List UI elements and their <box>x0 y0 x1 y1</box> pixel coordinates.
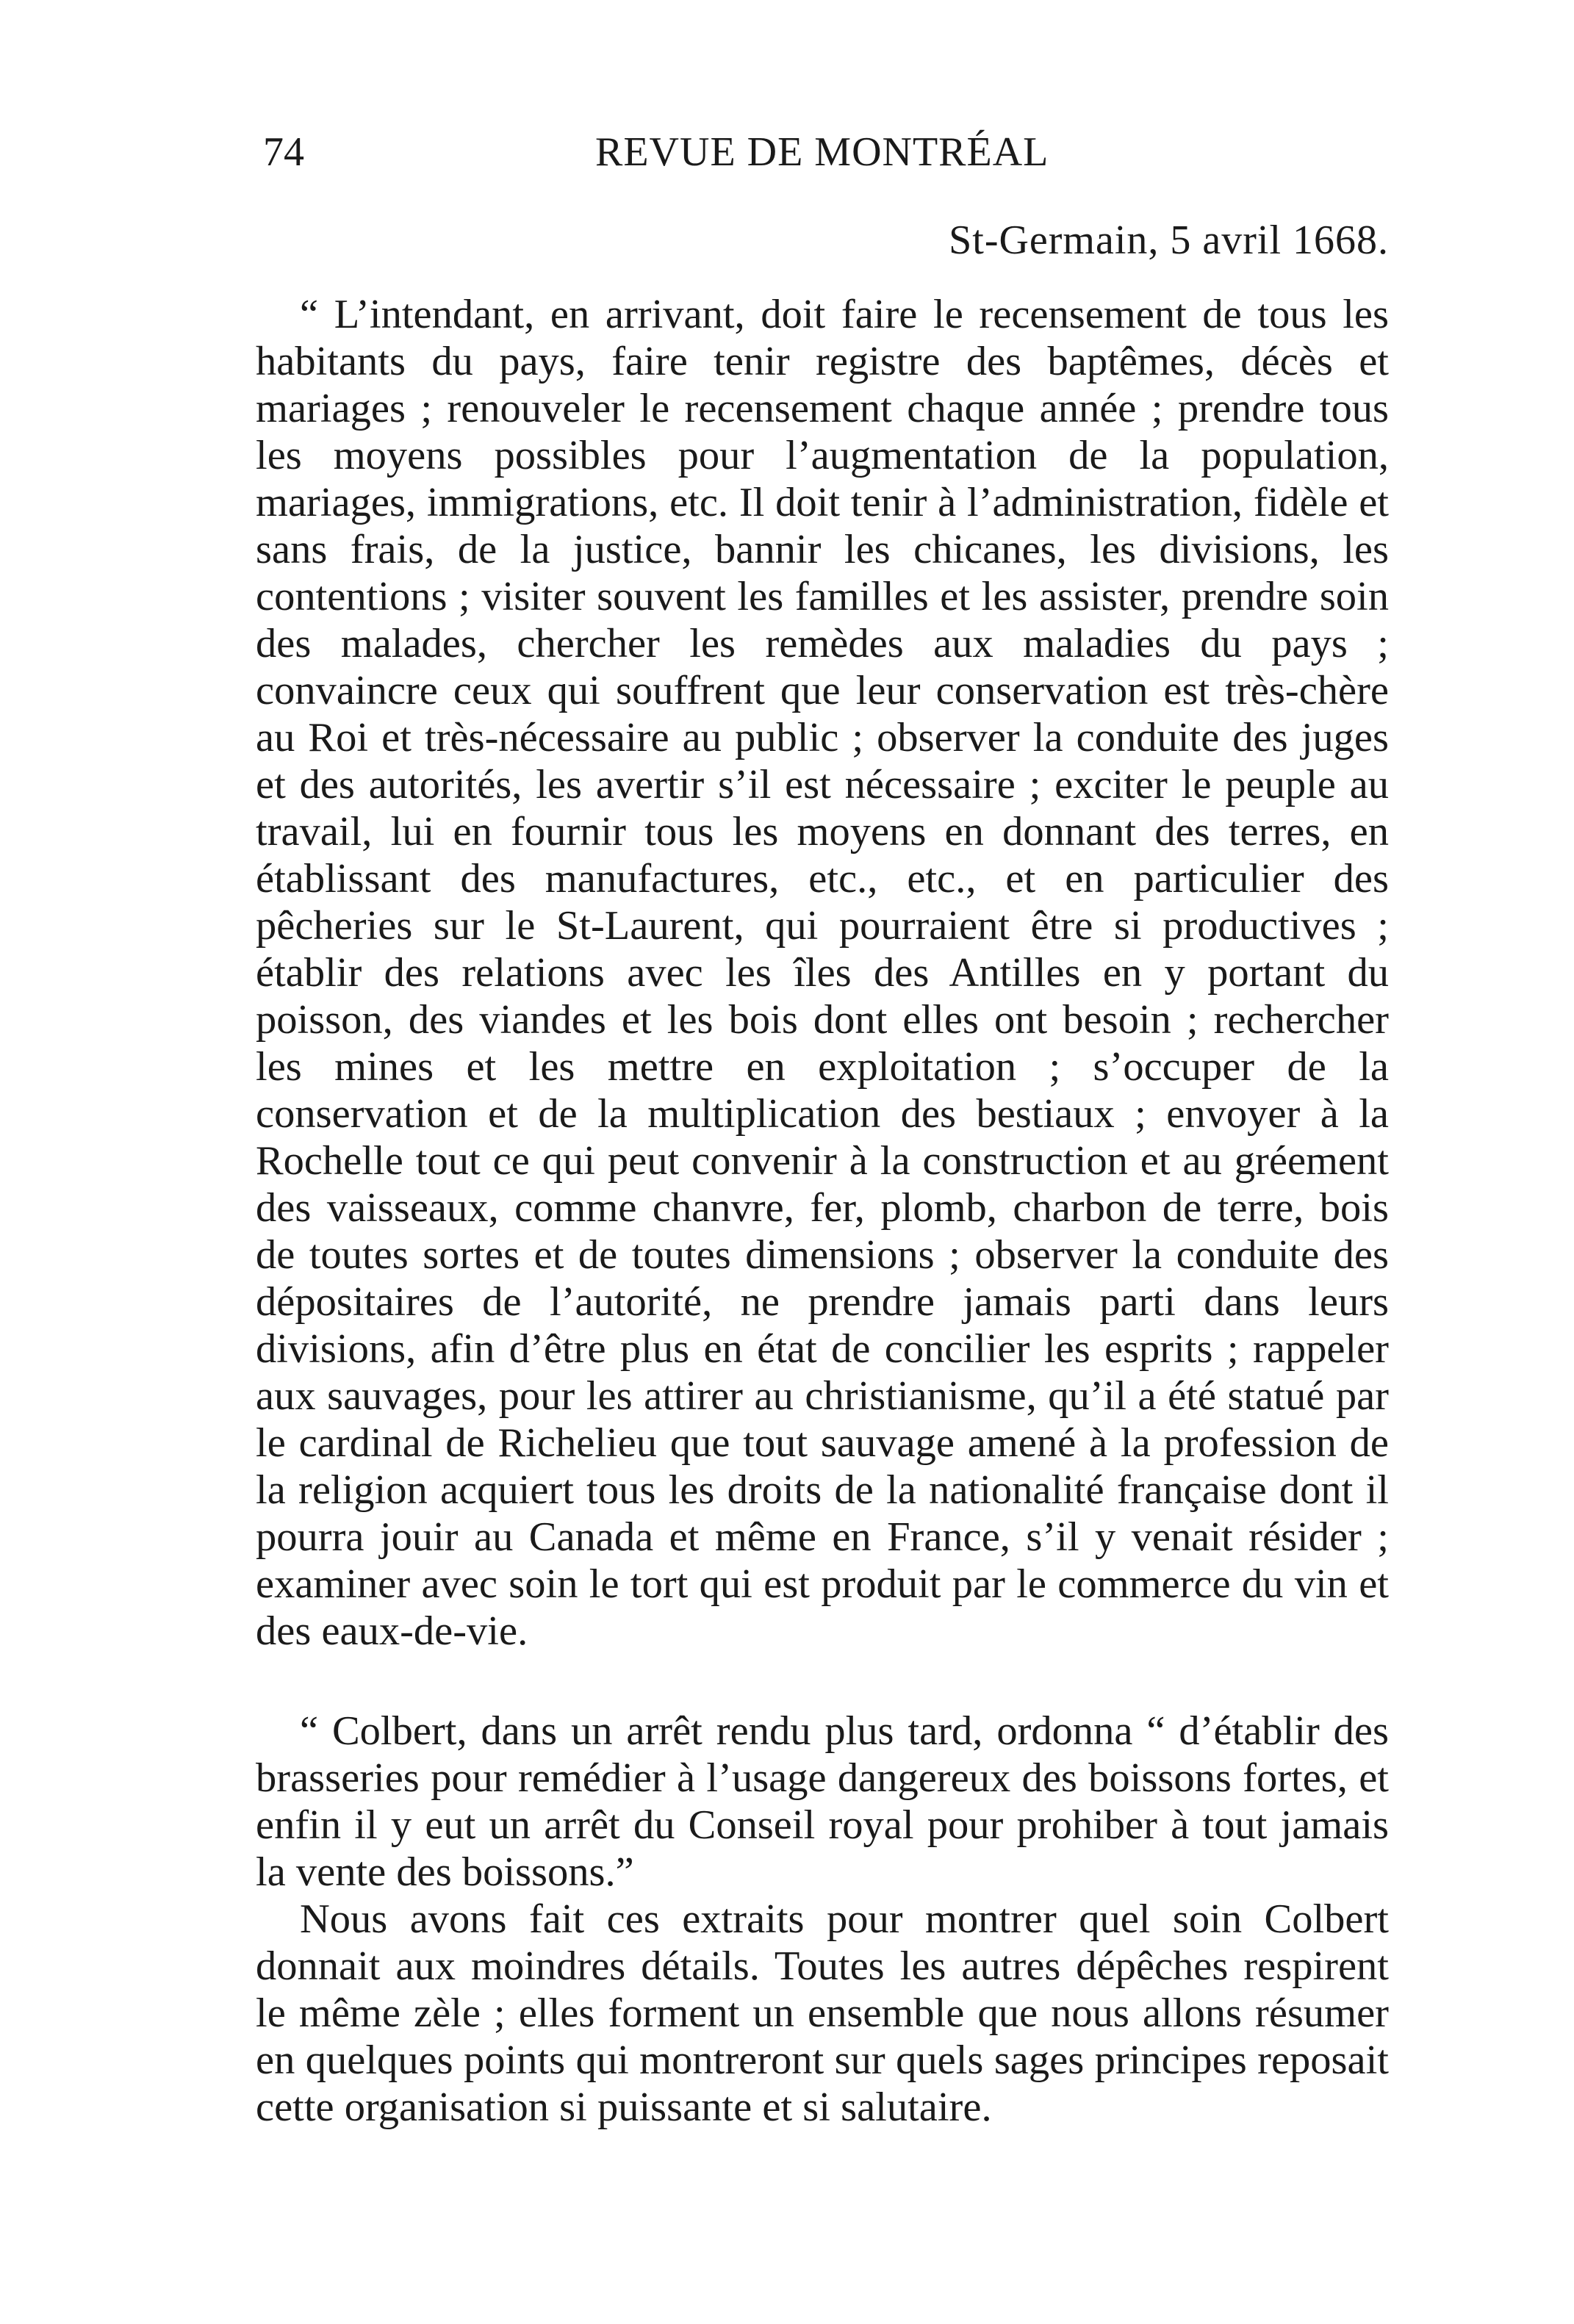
paragraph-text: “ Colbert, dans un arrêt rendu plus tard, ordonna “ d’établir des brasseries pour remédier à l’usage dangereux des boissons fortes, et enfin il y eut un arrêt du Conseil royal pour prohiber à tout jamais la vente des boissons.” <box>256 1708 1389 1895</box>
paragraph-text: “ L’intendant, en arrivant, doit faire le recensement de tous les habitants du pays, faire tenir registre des baptêmes, décès et mariages ; renouveler le recensement chaque année ; prendre tous les moyens possibles pour l’augmentation de la population, mariages, immigrations, etc. Il doit tenir à l’administration, fidèle et sans frais, de la justice, bannir les chicanes, les divisions, les contentions ; visiter souvent les familles et les assister, prendre soin des malades, chercher les remèdes aux maladies du pays ; convaincre ceux qui souffrent que leur conservation est très-chère au Roi et très-nécessaire au public ; observer la conduite des juges et des autorités, les avertir s’il est nécessaire ; exciter le peuple au travail, lui en fournir tous les moyens en donnant des terres, en établissant des manufactures, etc., etc., et en particulier des pêcheries sur le St-Laurent, qui pourraient être si productives ; établir des relations avec les îles des Antilles en y portant du poisson, des viandes et les bois dont elles ont besoin ; rechercher les mines et les mettre en exploitation ; s’occuper de la conservation et de la multiplication des bestiaux ; envoyer à la Rochelle tout ce qui peut convenir à la construction et au gréement des vaisseaux, comme chanvre, fer, plomb, charbon de terre, bois de toutes sortes et de toutes dimensions ; observer la conduite des dépositaires de l’autorité, ne prendre jamais parti dans leurs divisions, afin d’être plus en état de concilier les esprits ; rappeler aux sauvages, pour les attirer au christianisme, qu’il a été statué par le cardinal de Richelieu que tout sauvage amené à la profession de la religion acquiert tous les droits de la nationalité française dont il pourra jouir au Canada et même en France, s’il y venait résider ; examiner avec soin le tort qui est produit par le commerce du vin et des eaux-de-vie. <box>256 292 1389 1654</box>
dateline: St-Germain, 5 avril 1668. <box>949 217 1389 263</box>
paragraph-colbert-decree <box>256 1708 1389 1896</box>
page-number: 74 <box>263 129 304 175</box>
paragraph-intendant-duties <box>256 291 1389 1655</box>
paragraph-summary <box>256 1896 1389 2131</box>
paragraph-text: Nous avons fait ces extraits pour montrer quel soin Colbert donnait aux moindres détails. Toutes les autres dépêches respirent le même zèle ; elles forment un ensemble que nous allons résumer en quelques points qui montreront sur quels sages principes reposait cette organisation si puissante et si salutaire. <box>256 1896 1389 2130</box>
running-head: REVUE DE MONTRÉAL <box>595 129 1049 175</box>
